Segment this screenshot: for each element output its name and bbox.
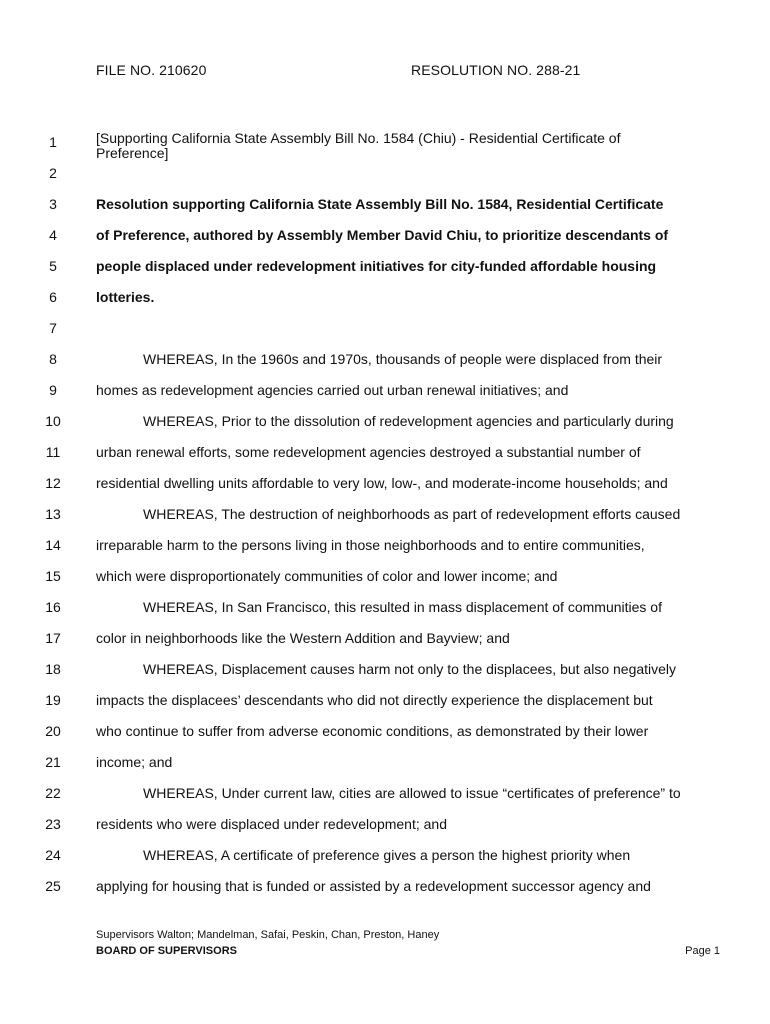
footer-board: BOARD OF SUPERVISORS [96, 945, 237, 957]
body-line: WHEREAS, The destruction of neighborhoods as part of redevelopment efforts caused [143, 506, 681, 522]
line-number: 4 [49, 227, 57, 243]
line-number: 25 [45, 878, 61, 894]
line-number: 10 [45, 413, 61, 429]
title-bracket: [Supporting California State Assembly Bill No. 1584 (Chiu) - Residential Certificate of Preference] [96, 130, 621, 161]
line-number: 9 [49, 382, 57, 398]
body-line: WHEREAS, Displacement causes harm not only to the displacees, but also negatively [143, 661, 677, 677]
body-line: WHEREAS, In the 1960s and 1970s, thousands of people were displaced from their [143, 351, 663, 367]
body-line: WHEREAS, In San Francisco, this resulted in mass displacement of communities of [143, 599, 662, 615]
resolution-title-line: lotteries. [96, 289, 155, 305]
line-number: 3 [49, 196, 57, 212]
line-number: 18 [45, 661, 61, 677]
line-number: 1 [49, 134, 57, 150]
line-number: 16 [45, 599, 61, 615]
line-number: 13 [45, 506, 61, 522]
line-number: 24 [45, 847, 61, 863]
resolution-title-line: people displaced under redevelopment initiatives for city-funded affordable housing [96, 258, 657, 274]
line-number: 6 [49, 289, 57, 305]
body-line: urban renewal efforts, some redevelopment agencies destroyed a substantial number of [96, 444, 641, 460]
line-number: 21 [45, 754, 61, 770]
body-line: income; and [96, 754, 173, 770]
line-number: 23 [45, 816, 61, 832]
body-line: homes as redevelopment agencies carried out urban renewal initiatives; and [96, 382, 569, 398]
line-number: 11 [45, 444, 61, 460]
body-line: residents who were displaced under redevelopment; and [96, 816, 447, 832]
body-line: color in neighborhoods like the Western Addition and Bayview; and [96, 630, 510, 646]
body-line: impacts the displacees’ descendants who did not directly experience the displacement but [96, 692, 653, 708]
line-number: 19 [45, 692, 61, 708]
body-line: which were disproportionately communities of color and lower income; and [96, 568, 558, 584]
body-line: who continue to suffer from adverse economic conditions, as demonstrated by their lower [96, 723, 649, 739]
body-line: irreparable harm to the persons living in those neighborhoods and to entire communities, [96, 537, 645, 553]
file-number: FILE NO. 210620 [96, 62, 207, 78]
body-line: WHEREAS, Prior to the dissolution of redevelopment agencies and particularly during [143, 413, 674, 429]
resolution-title-line: of Preference, authored by Assembly Member David Chiu, to prioritize descendants of [96, 227, 669, 243]
body-line: WHEREAS, A certificate of preference gives a person the highest priority when [143, 847, 631, 863]
line-number: 14 [45, 537, 61, 553]
line-number: 7 [49, 320, 57, 336]
line-number: 2 [49, 165, 57, 181]
footer-sponsors: Supervisors Walton; Mandelman, Safai, Peskin, Chan, Preston, Haney [96, 929, 440, 941]
line-number: 5 [49, 258, 57, 274]
resolution-number: RESOLUTION NO. 288-21 [411, 62, 581, 78]
line-number: 8 [49, 351, 57, 367]
body-line: residential dwelling units affordable to very low, low-, and moderate-income households; and [96, 475, 668, 491]
resolution-title-line: Resolution supporting California State Assembly Bill No. 1584, Residential Certificate [96, 196, 664, 212]
line-number: 22 [45, 785, 61, 801]
page-number: Page 1 [685, 945, 720, 957]
line-number: 15 [45, 568, 61, 584]
line-number: 20 [45, 723, 61, 739]
line-number: 17 [45, 630, 61, 646]
body-line: WHEREAS, Under current law, cities are allowed to issue “certificates of preference” to [143, 785, 681, 801]
body-line: applying for housing that is funded or assisted by a redevelopment successor agency and [96, 878, 651, 894]
line-number: 12 [45, 475, 61, 491]
